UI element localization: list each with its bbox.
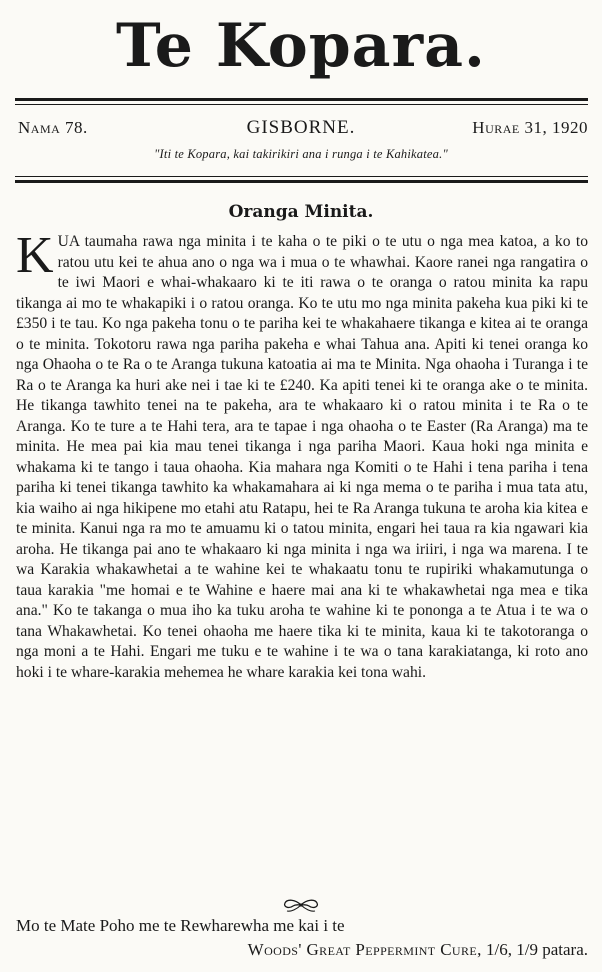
advert-product: Woods' Great Peppermint Cure, xyxy=(247,940,482,959)
ornament-icon xyxy=(279,897,323,913)
masthead-title: Te Kopara. xyxy=(116,11,486,81)
issue-number: Nama 78. xyxy=(18,118,88,137)
article-body-text: UA taumaha rawa nga minita i te kaha o te piki o te utu o nga mea katoa, a ko to ratou utu kei te ahua ano o nga wa i mua o te whawhai. Kaore ranei nga rangatira o te iwi Maori e whai-whakaaro ki te iti rawa o te oranga o ratou minita ka rapu tikanga ai mo te whakapiki i o ratou oranga. Ko te utu mo nga minita pakeha kua piki ki te £350 i te tau. Ko nga pakeha tonu o te pariha kei te whakahaere tikanga e kitea ai te oranga o te minita. Tokotoru rawa nga pariha pakeha e whai Tahua ana. Apiti ki tenei oranga ko nga Ohaoha o te Ra o te Aranga tukuna katoatia ai ma te Minita. Nga ohaoha i Turanga i te Ra o te Aranga ka huri ake nei i tae ki te £240. Ka apiti tenei ki te oranga ake o te minita. He tikanga tawhito tenei na te pakeha, ara te whakaaro ki o ratou minita i te Ra o te Aranga. Ko te ture a te Hahi tera, ara te tapae i nga ohaoha o te Easter (Ra Aranga) ma te minita. He mea pai kia mau tenei tikanga i nga pariha Maori. Kaua hoki nga minita e whakama ki te tango i taua ohaoha. Kia mahara nga Komiti o te Hahi i tena pariha i tena pariha ki tenei tikanga tawhito ka whakamahara ai ki nga mema o te pariha i mua tata atu, kia waiho ai nga hikipene mo etahi atu Ratapu, hei te Ra Aranga tukuna te aroha kia kitea e te minita. Kanui nga ra mo te amuamu ki o tatou minita, engari hei taua ra kia ngawari kia aroha. He tikanga pai ano te whakaaro ki nga minita i nga wa iriiri, i nga wa marena. I te wa Karakia whakawhetai a te wahine kei te whakaatu tonu te rupiriki whakamutunga o taua karakia "me homai e te Wahine e haere mai ana ki te whakawhetai nga mea e tika ana." Ko te takanga o mua iho ka tuku aroha te wahine ki te pononga a te Atua i te wa o tana Whakawhetai. Ko tenei ohaoha me haere tika ki te minita, kaua ki te takotoranga o nga moni a te Hahi. Engari me tuku e te wahine i te wa o tana karakiatanga, ki roto ano hoki i te whare-karakia mehemea he whare karakia kei tona wahi. xyxy=(16,233,588,681)
issue-place: GISBORNE. xyxy=(246,117,356,138)
issue-motto: "Iti te Kopara, kai takirikiri ana i runga i te Kahikatea." xyxy=(154,147,448,161)
advert-line1: Mo te Mate Poho me te Rewharewha me kai i te xyxy=(16,916,345,935)
article-body xyxy=(16,227,588,683)
article-dropcap: K xyxy=(16,227,54,284)
advert-line2 xyxy=(248,940,588,960)
advert-price: 1/6, 1/9 patara. xyxy=(486,940,588,959)
header-rule-top xyxy=(15,98,588,101)
article-heading: Oranga Minita. xyxy=(228,202,374,222)
header-rule-bottom xyxy=(15,180,588,183)
header-rule-top-thin xyxy=(15,104,588,105)
issue-date: Hurae 31, 1920 xyxy=(472,118,588,137)
header-rule-bottom-thin xyxy=(15,176,588,177)
